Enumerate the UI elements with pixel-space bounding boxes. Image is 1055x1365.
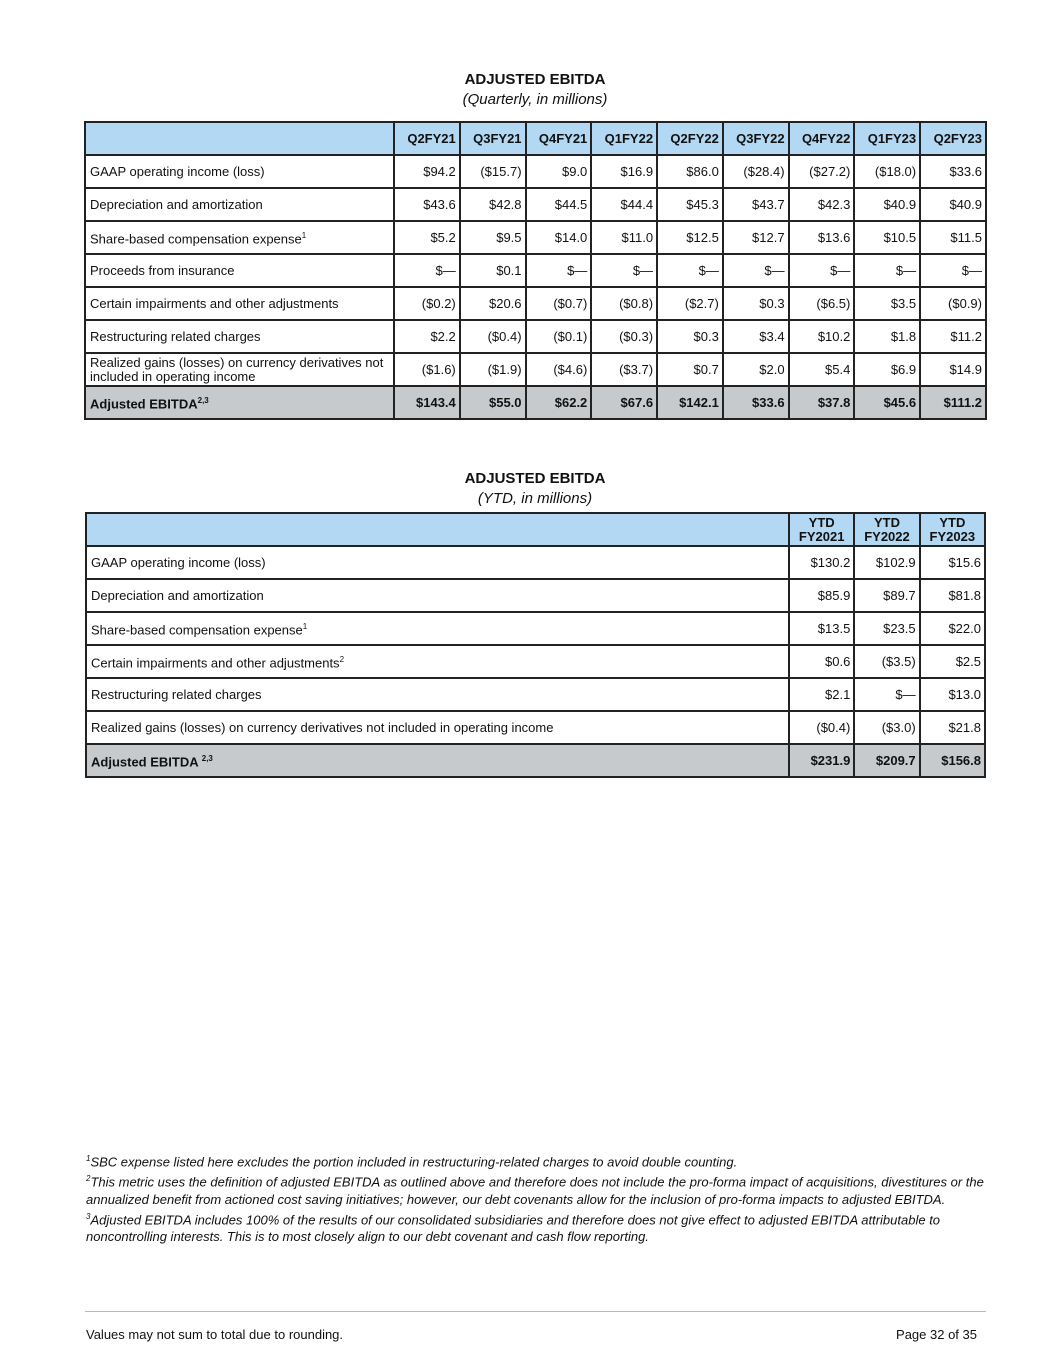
- header-row: [85, 122, 986, 155]
- cell-value: ($27.2): [789, 155, 855, 188]
- cell-value: $23.5: [854, 612, 919, 645]
- cell-value: $0.6: [789, 645, 854, 678]
- cell-value: $33.6: [723, 386, 789, 419]
- footnote: [86, 1170, 991, 1207]
- cell-value: $13.6: [789, 221, 855, 254]
- cell-value: $—: [854, 254, 920, 287]
- row-label-text: Share-based compensation expense: [91, 622, 303, 638]
- footnotes: [86, 1150, 991, 1245]
- footnote-number: 2: [86, 1174, 91, 1184]
- cell-value: $11.2: [920, 320, 986, 353]
- cell-value: $2.1: [789, 678, 854, 711]
- row-label-text: Realized gains (losses) on currency derivatives not included in operating income: [91, 719, 554, 735]
- cell-value: $12.7: [723, 221, 789, 254]
- table-row: [85, 221, 986, 254]
- cell-value: ($0.3): [591, 320, 657, 353]
- cell-value: $13.0: [920, 678, 985, 711]
- cell-value: ($0.2): [394, 287, 460, 320]
- row-label-text: Adjusted EBITDA: [91, 754, 202, 770]
- column-header: Q4FY22: [789, 122, 855, 155]
- cell-value: $13.5: [789, 612, 854, 645]
- cell-value: $40.9: [920, 188, 986, 221]
- cell-value: ($15.7): [460, 155, 526, 188]
- cell-value: $0.3: [657, 320, 723, 353]
- cell-value: $16.9: [591, 155, 657, 188]
- table-row: [86, 711, 985, 744]
- cell-value: ($0.4): [789, 711, 854, 744]
- row-label: [86, 546, 789, 579]
- cell-value: $2.0: [723, 353, 789, 386]
- table-row: [85, 320, 986, 353]
- cell-value: $22.0: [920, 612, 985, 645]
- cell-value: $2.2: [394, 320, 460, 353]
- cell-value: ($2.7): [657, 287, 723, 320]
- cell-value: $143.4: [394, 386, 460, 419]
- footnote-text: This metric uses the definition of adjusted EBITDA as outlined above and therefore does not include the pro-forma impact of acquisitions, divestitures or the annualized benefit from actioned cost saving initiatives; however, our debt covenants allow for the inclusion of pro-forma impacts to adjusted EBITDA.: [86, 1174, 984, 1207]
- cell-value: $89.7: [854, 579, 919, 612]
- row-label-text: Adjusted EBITDA: [90, 396, 198, 412]
- cell-value: ($28.4): [723, 155, 789, 188]
- header-row: [86, 513, 985, 546]
- cell-value: ($6.5): [789, 287, 855, 320]
- cell-value: $0.3: [723, 287, 789, 320]
- cell-value: ($4.6): [526, 353, 592, 386]
- cell-value: $9.0: [526, 155, 592, 188]
- cell-value: $—: [591, 254, 657, 287]
- cell-value: $142.1: [657, 386, 723, 419]
- cell-value: $42.8: [460, 188, 526, 221]
- footnote-ref: 1: [301, 230, 307, 240]
- row-label: [86, 612, 789, 645]
- row-label-text: GAAP operating income (loss): [90, 163, 265, 179]
- footnote-text: Adjusted EBITDA includes 100% of the results of our consolidated subsidiaries and therefore does not give effect to adjusted EBITDA attributable to noncontrolling interests. This is to most closely align to our debt covenant and cash flow reporting.: [86, 1211, 941, 1244]
- cell-value: $12.5: [657, 221, 723, 254]
- cell-value: $—: [526, 254, 592, 287]
- cell-value: ($18.0): [854, 155, 920, 188]
- cell-value: $62.2: [526, 386, 592, 419]
- cell-value: $10.5: [854, 221, 920, 254]
- cell-value: $85.9: [789, 579, 854, 612]
- row-label: [85, 287, 394, 320]
- cell-value: $14.0: [526, 221, 592, 254]
- footnote-number: 1: [86, 1154, 91, 1163]
- row-label-text: Depreciation and amortization: [91, 587, 264, 603]
- row-label: [85, 254, 394, 287]
- cell-value: $6.9: [854, 353, 920, 386]
- row-label-text: Restructuring related charges: [90, 328, 261, 344]
- ytd-ebitda-table: [85, 512, 986, 778]
- row-label: [86, 678, 789, 711]
- cell-value: $42.3: [789, 188, 855, 221]
- row-label-text: Share-based compensation expense: [90, 231, 302, 247]
- row-label-text: Depreciation and amortization: [90, 196, 263, 212]
- ytd-subtitle: (YTD, in millions): [477, 490, 593, 507]
- cell-value: $—: [920, 254, 986, 287]
- cell-value: ($1.6): [394, 353, 460, 386]
- row-label: [86, 645, 789, 678]
- cell-value: $9.5: [460, 221, 526, 254]
- footer-divider: [85, 1311, 986, 1312]
- column-header: Q1FY22: [591, 122, 657, 155]
- cell-value: ($3.5): [854, 645, 919, 678]
- row-label: [85, 353, 394, 386]
- header-blank: [85, 122, 394, 155]
- cell-value: $130.2: [789, 546, 854, 579]
- cell-value: $0.7: [657, 353, 723, 386]
- cell-value: $45.6: [854, 386, 920, 419]
- cell-value: ($3.0): [854, 711, 919, 744]
- cell-value: $5.4: [789, 353, 855, 386]
- cell-value: $43.7: [723, 188, 789, 221]
- row-label: [85, 188, 394, 221]
- cell-value: ($0.7): [526, 287, 592, 320]
- footnote-ref: 2: [339, 654, 345, 664]
- cell-value: $3.4: [723, 320, 789, 353]
- cell-value: ($0.9): [920, 287, 986, 320]
- cell-value: $55.0: [460, 386, 526, 419]
- total-row: [86, 744, 985, 777]
- cell-value: $20.6: [460, 287, 526, 320]
- footnote: [86, 1150, 991, 1170]
- cell-value: $40.9: [854, 188, 920, 221]
- row-label-text: Restructuring related charges: [91, 686, 262, 702]
- footnote-text: SBC expense listed here excludes the portion included in restructuring-related charges to avoid double counting.: [90, 1154, 738, 1170]
- cell-value: $3.5: [854, 287, 920, 320]
- cell-value: $86.0: [657, 155, 723, 188]
- cell-value: $1.8: [854, 320, 920, 353]
- page-number: Page 32 of 35: [896, 1327, 977, 1342]
- cell-value: $94.2: [394, 155, 460, 188]
- table-row: [85, 254, 986, 287]
- cell-value: $14.9: [920, 353, 986, 386]
- row-label-text: GAAP operating income (loss): [91, 554, 266, 570]
- quarterly-subtitle: (Quarterly, in millions): [462, 91, 608, 108]
- cell-value: $37.8: [789, 386, 855, 419]
- cell-value: $11.0: [591, 221, 657, 254]
- column-header: Q2FY23: [920, 122, 986, 155]
- cell-value: $21.8: [920, 711, 985, 744]
- cell-value: $44.4: [591, 188, 657, 221]
- row-label: [85, 320, 394, 353]
- row-label-text: Proceeds from insurance: [90, 262, 235, 278]
- cell-value: $111.2: [920, 386, 986, 419]
- column-header: Q1FY23: [854, 122, 920, 155]
- footnote-ref: 1: [302, 621, 308, 631]
- footnote-ref: 2,3: [197, 395, 209, 405]
- cell-value: ($3.7): [591, 353, 657, 386]
- cell-value: $43.6: [394, 188, 460, 221]
- cell-value: $33.6: [920, 155, 986, 188]
- table-row: [86, 612, 985, 645]
- total-row: [85, 386, 986, 419]
- cell-value: $10.2: [789, 320, 855, 353]
- cell-value: ($0.4): [460, 320, 526, 353]
- column-header: Q3FY22: [723, 122, 789, 155]
- row-label-text: Certain impairments and other adjustments: [90, 295, 339, 311]
- cell-value: $—: [657, 254, 723, 287]
- cell-value: $67.6: [591, 386, 657, 419]
- footnote-number: 3: [86, 1211, 91, 1221]
- column-header: Q4FY21: [526, 122, 592, 155]
- column-header: YTD FY2023: [920, 513, 985, 546]
- cell-value: $231.9: [789, 744, 854, 777]
- column-header: Q2FY21: [394, 122, 460, 155]
- cell-value: $—: [394, 254, 460, 287]
- footnote: [86, 1208, 991, 1245]
- table-row: [86, 678, 985, 711]
- cell-value: $—: [789, 254, 855, 287]
- table-row: [86, 579, 985, 612]
- table-row: [85, 155, 986, 188]
- cell-value: $5.2: [394, 221, 460, 254]
- column-header: Q3FY21: [460, 122, 526, 155]
- cell-value: $15.6: [920, 546, 985, 579]
- row-label: [86, 711, 789, 744]
- table-row: [86, 645, 985, 678]
- cell-value: $102.9: [854, 546, 919, 579]
- row-label: [86, 579, 789, 612]
- cell-value: $11.5: [920, 221, 986, 254]
- cell-value: $2.5: [920, 645, 985, 678]
- cell-value: $81.8: [920, 579, 985, 612]
- row-label: [85, 155, 394, 188]
- cell-value: ($0.1): [526, 320, 592, 353]
- table-row: [85, 287, 986, 320]
- rounding-note: Values may not sum to total due to rounding.: [86, 1327, 344, 1342]
- row-label: [86, 744, 789, 777]
- column-header: Q2FY22: [657, 122, 723, 155]
- header-blank: [86, 513, 789, 546]
- cell-value: $—: [723, 254, 789, 287]
- cell-value: ($1.9): [460, 353, 526, 386]
- cell-value: ($0.8): [591, 287, 657, 320]
- cell-value: $156.8: [920, 744, 985, 777]
- cell-value: $45.3: [657, 188, 723, 221]
- column-header: YTD FY2021: [789, 513, 854, 546]
- row-label: [85, 386, 394, 419]
- row-label-text: Realized gains (losses) on currency derivatives not included in operating income: [90, 354, 384, 384]
- cell-value: $0.1: [460, 254, 526, 287]
- row-label-text: Certain impairments and other adjustments: [91, 655, 340, 671]
- cell-value: $44.5: [526, 188, 592, 221]
- quarterly-title: ADJUSTED EBITDA: [464, 71, 606, 88]
- row-label: [85, 221, 394, 254]
- table-row: [86, 546, 985, 579]
- table-row: [85, 353, 986, 386]
- quarterly-ebitda-table: [84, 121, 987, 420]
- footnote-ref: 2,3: [201, 753, 213, 763]
- ytd-title: ADJUSTED EBITDA: [464, 470, 606, 487]
- table-row: [85, 188, 986, 221]
- cell-value: $—: [854, 678, 919, 711]
- column-header: YTD FY2022: [854, 513, 919, 546]
- cell-value: $209.7: [854, 744, 919, 777]
